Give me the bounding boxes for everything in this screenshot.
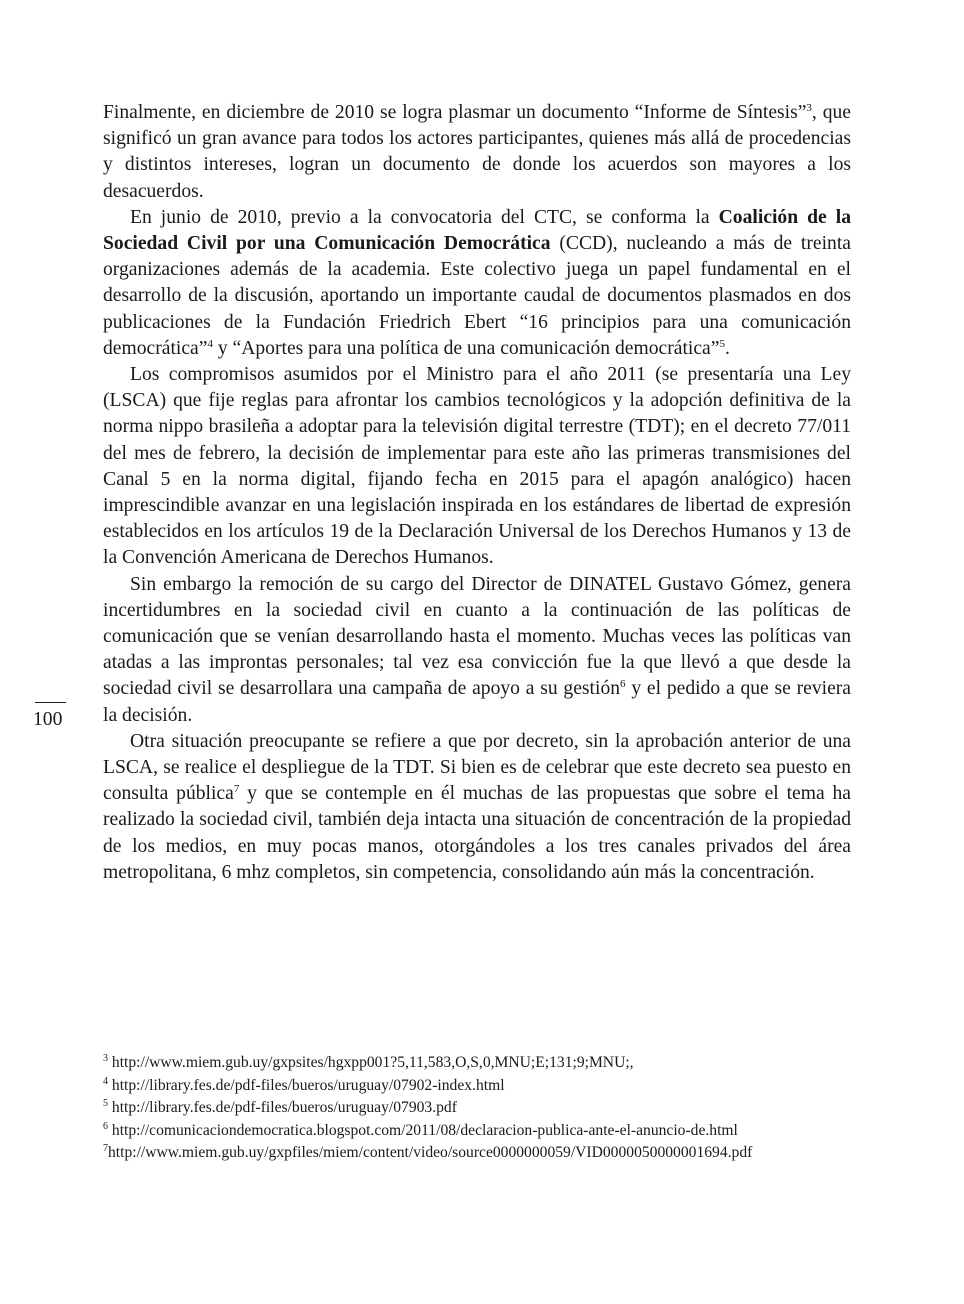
paragraph-4-text-cont: y el pedido a que se reviera la decisión. bbox=[103, 678, 852, 726]
footnote-6 bbox=[103, 1120, 863, 1143]
coalition-name-bold: Coalición de la Sociedad Civil por una Comunicación Democrática bbox=[103, 206, 851, 255]
paragraph-2-text-end: . bbox=[724, 337, 730, 359]
paragraph-1-text: Finalmente, en diciembre de 2010 se logra plasmar un documento “Informe de Síntesis” bbox=[103, 102, 807, 123]
paragraph-5 bbox=[103, 729, 851, 886]
footnote-link[interactable]: http://library.fes.de/pdf-files/bueros/uruguay/07902-index.html bbox=[108, 1076, 505, 1094]
paragraph-2-text-cont: (CCD), nucleando a más de treinta organizaciones además de la academia. Este colectivo juega un papel fundamental en el desarrollo de la discusión, aportando un importante caudal de documentos plasmados en dos publicaciones de la Fundación Friedrich Ebert “16 principios para una comunicación democrática” bbox=[103, 233, 851, 359]
footnote-link[interactable]: http://comunicaciondemocratica.blogspot.com/2011/08/declaracion-publica-ante-el-anuncio-de.html bbox=[108, 1121, 738, 1139]
footnote-number: 7 bbox=[103, 1143, 108, 1155]
paragraph-1-text-cont: , que significó un gran avance para todos los actores participantes, quienes más allá de procedencias y distintos intereses, logran un documento de donde los acuerdos son mayores a los desacuerdos. bbox=[103, 102, 851, 202]
footnote-number: 5 bbox=[103, 1098, 108, 1110]
footnote-number: 3 bbox=[103, 1053, 108, 1064]
footnote-5 bbox=[103, 1097, 863, 1120]
paragraph-5-text: Otra situación preocupante se refiere a que por decreto, sin la aprobación anterior de una LSCA, se realice el despliegue de la TDT. Si bien es de celebrar que este decreto sea puesto en consulta pública bbox=[103, 730, 851, 805]
paragraph-2-text: En junio de 2010, previo a la convocatoria del CTC, se conforma la bbox=[130, 206, 719, 228]
footnote-ref-7: 7 bbox=[233, 783, 240, 796]
footnote-ref-4: 4 bbox=[207, 337, 213, 350]
paragraph-2-text-cont-2: y “Aportes para una política de una comunicación democrática” bbox=[212, 337, 720, 359]
paragraph-5-text-cont: y que se contemple en él muchas de las propuestas que sobre el tema ha realizado la sociedad civil, también deja intacta una situación de concentración de la propiedad de los medios, en muy pocas manos, otorgándoles a los tres canales privados del área metropolitana, 6 mhz completos, sin competencia, consolidando aún más la concentración. bbox=[103, 783, 852, 883]
page-number-rule bbox=[35, 702, 66, 703]
footnote-link[interactable]: http://www.miem.gub.uy/gxpsites/hgxpp001?5,11,583,O,S,0,MNU;E;131;9;MNU;, bbox=[108, 1054, 634, 1071]
body-text bbox=[103, 100, 851, 886]
footnote-link[interactable]: http://www.miem.gub.uy/gxpfiles/miem/content/video/source0000000059/VID0000050000001694.pdf bbox=[108, 1144, 753, 1162]
footnote-7 bbox=[103, 1142, 863, 1165]
footnote-ref-5: 5 bbox=[719, 337, 725, 350]
paragraph-4-text: Sin embargo la remoción de su cargo del Director de DINATEL Gustavo Gómez, genera incertidumbres en la sociedad civil en cuanto a la continuación de las políticas de comunicación que se venían desarrollando hasta el momento. Muchas veces las políticas van atadas a las improntas personales; tal vez esa convicción fue la que llevó a que desde la sociedad civil se desarrollara una campaña de apoyo a su gestión bbox=[103, 573, 851, 700]
footnote-3 bbox=[103, 1052, 863, 1075]
footnotes bbox=[103, 1052, 863, 1165]
footnote-number: 4 bbox=[103, 1075, 108, 1087]
footnote-ref-6: 6 bbox=[620, 678, 626, 691]
paragraph-2 bbox=[103, 205, 851, 362]
footnote-link[interactable]: http://library.fes.de/pdf-files/bueros/uruguay/07903.pdf bbox=[108, 1099, 457, 1117]
footnote-4 bbox=[103, 1075, 863, 1098]
footnote-number: 6 bbox=[103, 1120, 108, 1132]
page-number: 100 bbox=[33, 709, 63, 730]
paragraph-3: Los compromisos asumidos por el Ministro para el año 2011 (se presentaría una Ley (LSCA) que fije reglas para afrontar los cambios tecnológicos y la adopción definitiva de la norma nippo brasileña a adoptar para la televisión digital terrestre (TDT); en el decreto 77/011 del mes de febrero, la decisión de implementar para este año las primeras transmisiones del Canal 5 en la norma digital, fijando fecha en 2015 para el apagón analógico) hacen imprescindible avanzar en una legislación inspirada en los estándares de libertad de expresión establecidos en los artículos 19 de la Declaración Universal de los Derechos Humanos y 13 de la Convención Americana de Derechos Humanos. bbox=[103, 364, 851, 569]
paragraph-4 bbox=[103, 572, 851, 729]
paragraph-1 bbox=[103, 100, 851, 205]
footnote-ref-3: 3 bbox=[806, 102, 812, 114]
